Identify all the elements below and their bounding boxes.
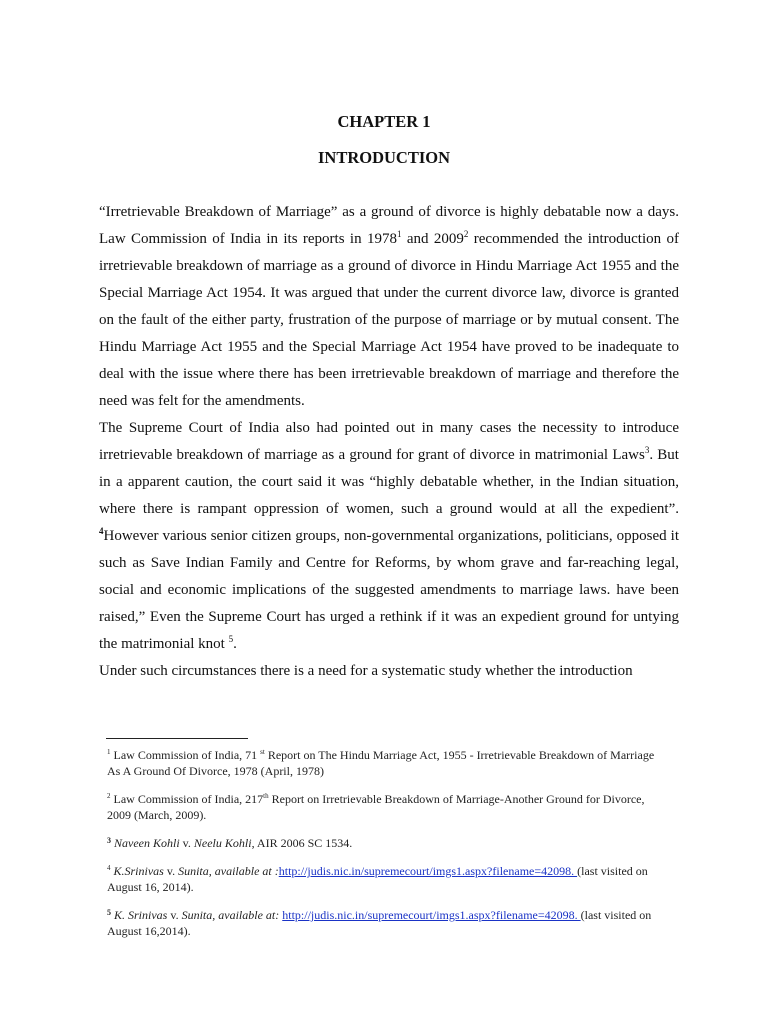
footnote-5-number: 5: [107, 908, 111, 917]
footnote-ref-2[interactable]: 2: [463, 229, 469, 239]
chapter-title: INTRODUCTION: [317, 148, 451, 167]
p2-text-b: . But in a apparent caution, the court said it was “highly debatable whether, in the Indian situation, where there is rampant oppression of women, such a ground would at all the expedient”.: [99, 447, 679, 517]
footnote-ref-4[interactable]: 4: [99, 526, 104, 536]
footnote-4-available-at: , available at :: [208, 864, 279, 878]
footnotes: [107, 747, 659, 951]
footnote-5-available-at: , available at:: [212, 908, 283, 922]
p1-text-a: “Irretrievable Breakdown of Marriage” as a ground of divorce is highly debatable now a days. Law Commission of India in its reports in 1978: [99, 204, 679, 247]
footnote-5-link[interactable]: http://judis.nic.in/supremecourt/imgs1.aspx?filename=42098.: [282, 908, 581, 922]
footnote-4-versus: v.: [163, 864, 179, 878]
footnote-2: [107, 791, 659, 823]
footnote-ref-5[interactable]: 5: [228, 634, 234, 644]
footnote-4-number: 4: [107, 864, 111, 872]
footnote-2-ordinal: th: [263, 792, 269, 800]
body-text: [99, 199, 679, 685]
footnote-1-rest: Report on The Hindu Marriage Act, 1955 - Irretrievable Breakdown of Marriage As A Ground Of Divorce, 1978 (April, 1978): [107, 748, 655, 778]
footnote-4: [107, 863, 659, 895]
footnote-3-citation: , AIR 2006 SC 1534.: [251, 836, 353, 850]
footnote-3: [107, 835, 659, 851]
footnote-5-party-1: K. Srinivas: [114, 908, 168, 922]
footnote-5-party-2: Sunita: [181, 908, 213, 922]
p2-text-d: .: [233, 636, 237, 652]
footnote-1-ordinal: st: [260, 748, 265, 756]
paragraph-1: [99, 199, 679, 415]
footnote-1-text: Law Commission of India, 71: [110, 748, 261, 762]
footnote-5: [107, 907, 659, 939]
footnote-2-rest: Report on Irretrievable Breakdown of Marriage-Another Ground for Divorce, 2009 (March, 2009).: [107, 792, 645, 822]
footnote-3-party-1: Naveen Kohli: [114, 836, 180, 850]
p1-text-c: recommended the introduction of irretrievable breakdown of marriage as a ground of divorce in Hindu Marriage Act 1955 and the Special Marriage Act 1954. It was argued that under the current divorce law, divorce is granted on the fault of the either party, frustration of the purpose of marriage or by mutual consent. The Hindu Marriage Act 1955 and the Special Marriage Act 1954 have proved to be inadequate to deal with the issue where there has been irretrievable breakdown of marriage and therefore the need was felt for the amendments.: [99, 231, 679, 409]
footnote-ref-3[interactable]: 3: [644, 445, 650, 455]
footnote-ref-1[interactable]: 1: [396, 229, 402, 239]
footnote-3-versus: v.: [179, 836, 194, 850]
footnote-2-text: Law Commission of India, 217: [110, 792, 264, 806]
footnote-3-number: 3: [107, 836, 111, 845]
footnote-4-party-2: Sunita: [178, 864, 209, 878]
footnote-4-party-1: K.Srinivas: [113, 864, 164, 878]
footnote-1: [107, 747, 659, 779]
p2-text-c: However various senior citizen groups, non-governmental organizations, politicians, opposed it such as Save Indian Family and Centre for Reforms, by whom grave and far-reaching legal, social and economic implications of the suggested amendments to marriage laws. have been raised,” Even the Supreme Court has urged a rethink if it was an expedient ground for untying the matrimonial knot: [99, 528, 679, 652]
paragraph-3: Under such circumstances there is a need for a systematic study whether the introduction: [99, 663, 633, 679]
footnote-5-versus: v.: [167, 908, 182, 922]
footnote-5-visited: (last visited on August 16,2014).: [107, 908, 652, 938]
footnote-2-number: 2: [107, 792, 111, 800]
paragraph-2: [99, 415, 679, 658]
footnote-1-number: 1: [107, 748, 111, 756]
chapter-number: CHAPTER 1: [337, 112, 431, 131]
footnote-4-link[interactable]: http://judis.nic.in/supremecourt/imgs1.aspx?filename=42098.: [278, 864, 578, 878]
footnote-separator: [106, 738, 248, 739]
p2-text-a: The Supreme Court of India also had pointed out in many cases the necessity to introduce irretrievable breakdown of marriage as a ground for grant of divorce in matrimonial Laws: [99, 420, 679, 463]
p1-text-b: and 2009: [401, 231, 464, 247]
footnote-3-party-2: Neelu Kohli: [193, 836, 252, 850]
footnote-4-visited: (last visited on August 16, 2014).: [107, 864, 648, 894]
